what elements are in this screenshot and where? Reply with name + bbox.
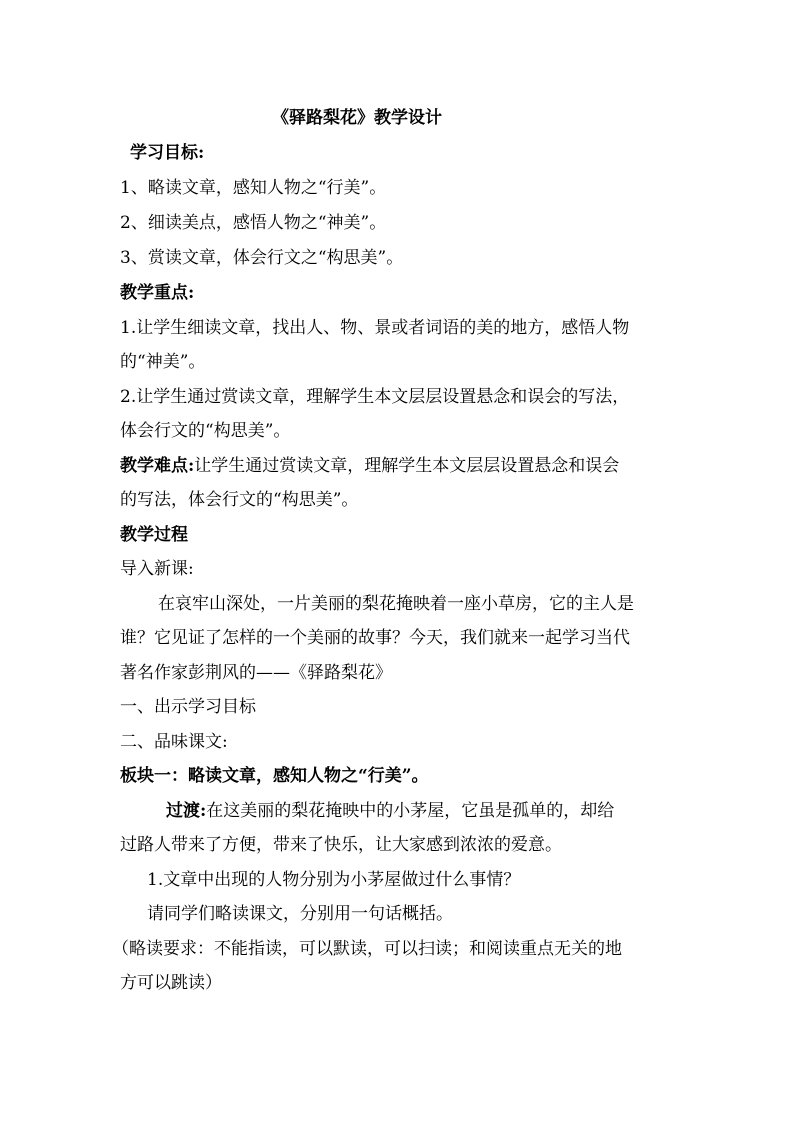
step-one: 一、出示学习目标	[120, 697, 256, 717]
intro-line: 著名作家彭荆风的——《驿路梨花》	[120, 663, 392, 683]
reading-note-continuation: 方可以跳读）	[120, 973, 222, 993]
intro-line: 谁？它见证了怎样的一个美丽的故事？今天，我们就来一起学习当代	[120, 628, 630, 648]
objective-item: 1、略读文章，感知人物之“行美”。	[120, 178, 387, 198]
objectives-heading: 学习目标:	[130, 143, 205, 163]
key-point-line: 1.让学生细读文章，找出人、物、景或者词语的美的地方，感悟人物	[120, 318, 630, 338]
intro-line: 在哀牢山深处，一片美丽的梨花掩映着一座小草房，它的主人是	[158, 594, 634, 614]
difficulty-text: 让学生通过赏读文章，理解学生本文层层设置悬念和误会	[194, 456, 620, 476]
difficulty-paragraph	[120, 456, 680, 476]
instruction: 请同学们略读课文，分别用一句话概括。	[147, 904, 453, 924]
document-title: 《驿路梨花》教学设计	[272, 108, 442, 128]
step-two: 二、品味课文:	[120, 732, 228, 752]
key-points-heading: 教学重点:	[120, 283, 195, 303]
transition-text: 在这美丽的梨花掩映中的小茅屋，它虽是孤单的，却给	[206, 801, 615, 821]
key-point-line: 2.让学生通过赏读文章，理解学生本文层层设置悬念和误会的写法，	[120, 387, 630, 407]
transition-label: 过渡:	[166, 801, 207, 821]
key-point-line: 的“神美”。	[120, 352, 206, 372]
difficulty-continuation: 的写法，体会行文的“构思美”。	[120, 490, 359, 510]
intro-heading: 导入新课:	[120, 559, 194, 579]
difficulty-label: 教学难点:	[120, 456, 195, 476]
transition-continuation: 过路人带来了方便，带来了快乐，让大家感到浓浓的爱意。	[120, 835, 562, 855]
objective-item: 3、赏读文章，体会行文之“构思美”。	[120, 248, 404, 268]
key-point-line: 体会行文的“构思美”。	[120, 421, 291, 441]
question-one: 1.文章中出现的人物分别为小茅屋做过什么事情？	[147, 870, 521, 890]
block-one-heading: 板块一：略读文章，感知人物之“行美”。	[120, 766, 429, 786]
reading-note: （略读要求：不能指读，可以默读，可以扫读；和阅读重点无关的地	[112, 939, 622, 959]
transition-paragraph	[166, 801, 726, 821]
objective-item: 2、细读美点，感悟人物之“神美”。	[120, 213, 387, 233]
process-heading: 教学过程	[120, 525, 188, 545]
